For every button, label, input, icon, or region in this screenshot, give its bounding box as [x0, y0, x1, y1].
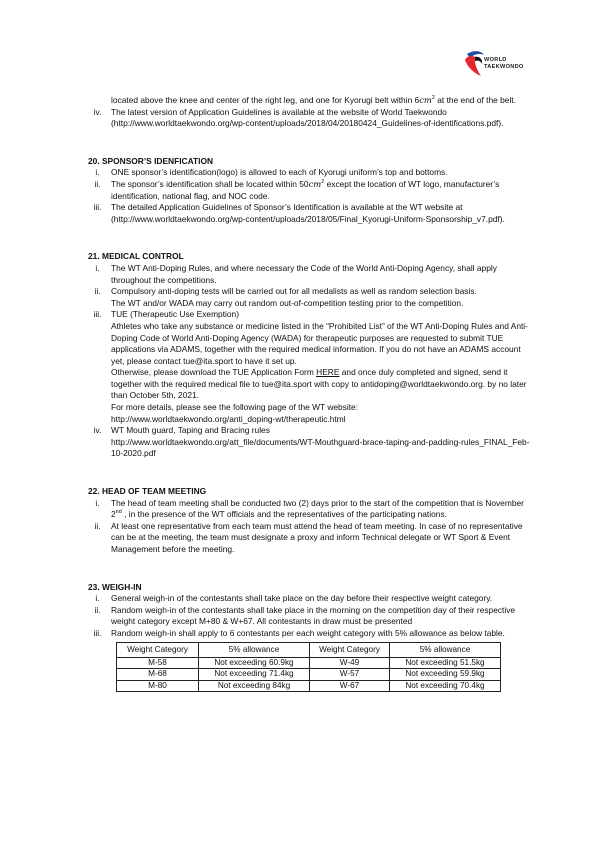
tue-url[interactable]: http://www.worldtaekwondo.org/anti_doping-wt/therapeutic.html	[111, 413, 346, 424]
section-22	[90, 486, 535, 556]
list-number: i.	[95, 167, 100, 178]
table-cell: W-57	[310, 669, 390, 681]
list-number: iv.	[93, 425, 102, 436]
list-text: Random weigh-in shall apply to 6 contestants per each weight category with 5% allowance as below table.	[111, 627, 505, 638]
logo-wordmark	[484, 57, 524, 70]
section-heading: 21. MEDICAL CONTROL	[88, 251, 184, 262]
list-item	[90, 593, 535, 605]
mouthguard-title: WT Mouth guard, Taping and Bracing rules	[111, 425, 270, 436]
list-item	[90, 605, 535, 628]
list-number: iv.	[93, 106, 102, 117]
list-text: Random weigh-in of the contestants shall take place in the morning on the competition day of their respective weight category except M+80 & W+67. All contestants in draw must be presented	[111, 604, 516, 627]
tue-paragraph-2: Otherwise, please download the TUE Application Form HERE and once duly completed and signed, send it together with the required medical file to tue@ita.sport with copy to antidoping@worldtaekwondo.org. by no later than October 5th, 2021.	[111, 367, 527, 401]
tue-details: For more details, please see the following page of the WT website:	[111, 402, 359, 413]
list-number: ii.	[94, 178, 101, 189]
table-cell: Not exceeding 70.4kg	[390, 680, 501, 692]
list-number: iii.	[93, 309, 102, 320]
list-number: iii.	[93, 627, 102, 638]
table-cell: Not exceeding 60.9kg	[199, 657, 310, 669]
table-cell: M-80	[117, 680, 199, 692]
section-23	[90, 582, 535, 692]
list-number: i.	[95, 593, 100, 604]
list-text: The WT Anti-Doping Rules, and where necessary the Code of the World Anti-Doping Agency, shall apply throughout the competitions.	[111, 262, 497, 285]
list-number: ii.	[94, 286, 101, 297]
list-item	[90, 309, 535, 425]
list-item	[90, 167, 535, 179]
table-header: 5% allowance	[199, 642, 310, 657]
list-item	[90, 263, 535, 286]
mouthguard-url[interactable]: http://www.worldtaekwondo.org/att_file/documents/WT-Mouthguard-brace-taping-and-padding-rules_FINAL_Feb-10-2020.pdf	[111, 436, 530, 459]
table-cell: Not exceeding 51.5kg	[390, 657, 501, 669]
list-text: ONE sponsor’s identification(logo) is allowed to each of Kyorugi uniform’s top and bottoms.	[111, 167, 448, 178]
list-item: ii. The sponsor’s identification shall be located within $50cm^2$ except the location of WT logo, manufacturer’s identification, national flag, and NOC code.	[90, 179, 535, 202]
list-number: i.	[95, 497, 100, 508]
section-heading: 22. HEAD OF TEAM MEETING	[88, 486, 207, 497]
list-item	[90, 425, 535, 460]
table-row	[117, 669, 501, 681]
section-20	[90, 156, 535, 226]
tue-paragraph: Athletes who take any substance or medicine listed in the “Prohibited List” of the WT Anti-Doping Rules and Anti-Doping Code of World Anti-Doping Agency (WADA) for therapeutic purposes are requested to submit TUE applications via ADAMS, together with the required medical information. If you do not have an ADAMS account yet, please contact tue@ita.sport to have it set up.	[111, 320, 528, 366]
tue-form-link[interactable]: HERE	[316, 367, 340, 378]
list-number: iii.	[93, 202, 102, 213]
continued-paragraph: located above the knee and center of the right leg, and one for Kyorugi belt within $6cm^2$ at the end of the belt.	[111, 95, 516, 105]
list-text: The latest version of Application Guidelines is available at the website of World Taekwondo (http://www.worldtaekwondo.org/wp-content/uploads/2018/04/20180424_Guidelines-of-identifications.pdf).	[111, 106, 504, 129]
list-item	[90, 521, 535, 556]
table-cell: M-68	[117, 669, 199, 681]
list-item	[90, 107, 535, 130]
weigh-in-table	[116, 642, 501, 693]
list-item: ii. Compulsory anti-doping tests will be carried out for all medalists as well as random selection basis. The WT and/or WADA may carry out random out-of-competition testing prior to the competition.	[90, 286, 535, 309]
tue-title: TUE (Therapeutic Use Exemption)	[111, 309, 239, 320]
table-cell: M-58	[117, 657, 199, 669]
section-heading: 23. WEIGH-IN	[88, 581, 142, 592]
list-text: General weigh-in of the contestants shall take place on the day before their respective weight category.	[111, 593, 493, 604]
table-cell: W-49	[310, 657, 390, 669]
section-21	[90, 251, 535, 460]
table-header-row	[117, 642, 501, 657]
document-body	[90, 95, 535, 692]
section-heading: 20. SPONSOR’S IDENFICATION	[88, 155, 214, 166]
list-number: i.	[95, 262, 100, 273]
list-number: ii.	[94, 604, 101, 615]
table-header: 5% allowance	[390, 642, 501, 657]
list-text: The detailed Application Guidelines of Sponsor’s Identification is available at the WT website at (http://www.worldtaekwondo.org/wp-content/uploads/2018/05/Final_Kyorugi-Uniform-Sponsorship_v7.pdf).	[111, 202, 505, 224]
table-cell: W-67	[310, 680, 390, 692]
table-header: Weight Category	[117, 642, 199, 657]
list-item	[90, 628, 535, 640]
logo-line-world: WORLD	[484, 57, 507, 63]
table-row	[117, 657, 501, 669]
list-text: At least one representative from each team must attend the head of team meeting. In case of no representative can be at the meeting, the team must designate a proxy and inform Technical delegate or WT Sport & Event Management before the meeting.	[111, 520, 523, 554]
logo-line-taekwondo: TAEKWONDO	[484, 63, 524, 70]
list-item: i. The head of team meeting shall be conducted two (2) days prior to the start of the competition that is November 2nd , in the presence of the WT officials and the representatives of the participating nations.	[90, 498, 535, 521]
table-header: Weight Category	[310, 642, 390, 657]
table-cell: Not exceeding 59.9kg	[390, 669, 501, 681]
table-row	[117, 680, 501, 692]
table-cell: Not exceeding 84kg	[199, 680, 310, 692]
table-cell: Not exceeding 71.4kg	[199, 669, 310, 681]
list-number: ii.	[94, 520, 101, 531]
list-item	[90, 202, 535, 225]
